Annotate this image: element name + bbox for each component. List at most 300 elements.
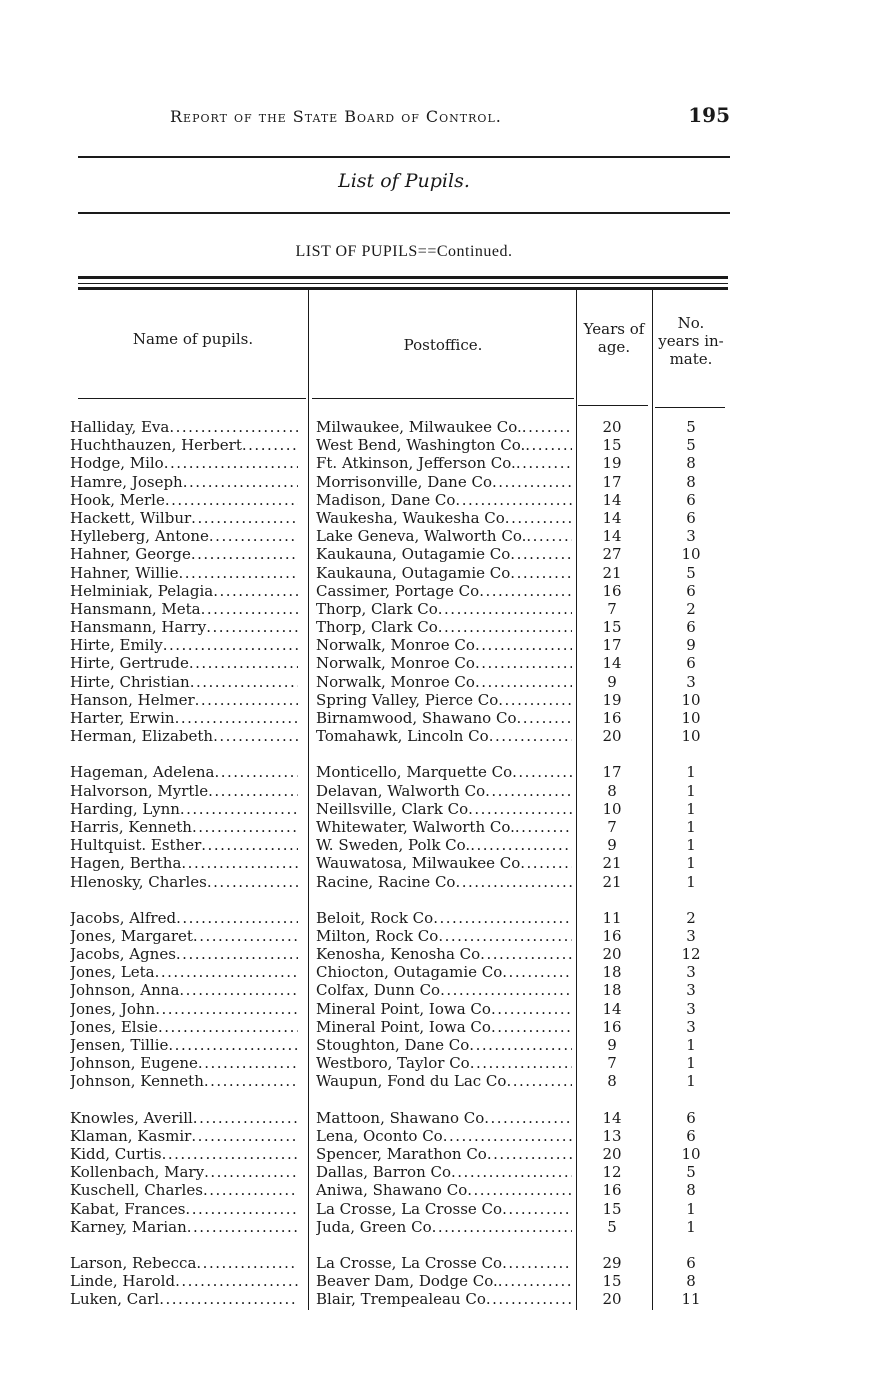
pupil-name [70, 1145, 298, 1163]
pupil-postoffice [316, 1109, 572, 1127]
pupil-name-text: Hackett, Wilbur [70, 508, 192, 527]
pupil-postoffice [316, 836, 572, 854]
pupil-years-inmate-text: 11 [681, 1290, 701, 1309]
pupil-name-text: Knowles, Averill [70, 1108, 193, 1127]
dot-leader [491, 1000, 572, 1018]
pupil-name-text: Hlenosky, Charles [70, 872, 207, 891]
pupil-name-text: Johnson, Eugene [70, 1054, 198, 1073]
dot-leader [198, 1054, 298, 1072]
pupil-age-text: 14 [602, 527, 622, 546]
pupil-postoffice [316, 691, 572, 709]
pupil-age [583, 981, 641, 999]
table-top-thin-rule [78, 283, 728, 284]
table-row [0, 564, 887, 582]
pupil-postoffice-text: Waukesha, Waukesha Co [316, 508, 505, 527]
pupil-group [0, 1109, 887, 1236]
pupil-age-text: 16 [602, 1181, 622, 1200]
pupil-postoffice-text: Kaukauna, Outagamie Co [316, 563, 511, 582]
pupil-years-inmate-text: 6 [686, 618, 696, 637]
pupil-name [70, 963, 298, 981]
pupil-years-inmate-text: 10 [681, 545, 701, 564]
pupil-name-text: Hansmann, Meta [70, 599, 201, 618]
dot-leader [512, 763, 572, 781]
pupil-years-inmate-text: 3 [686, 1017, 696, 1036]
dot-leader [242, 436, 298, 454]
pupil-postoffice-text: Wauwatosa, Milwaukee Co [316, 854, 521, 873]
pupil-name-text: Hansmann, Harry [70, 618, 207, 637]
pupil-age [583, 527, 641, 545]
table-row [0, 491, 887, 509]
pupil-years-inmate [662, 454, 720, 472]
pupil-age-text: 21 [602, 854, 622, 873]
pupil-postoffice-text: Spencer, Marathon Co [316, 1144, 487, 1163]
pupil-name [70, 1109, 298, 1127]
dot-leader [510, 545, 572, 563]
pupil-years-inmate [662, 1000, 720, 1018]
pupil-years-inmate [662, 436, 720, 454]
pupil-years-inmate [662, 1072, 720, 1090]
pupil-name-text: Klaman, Kasmir [70, 1126, 192, 1145]
header-underline-years [655, 407, 725, 408]
pupil-age-text: 13 [602, 1126, 622, 1145]
pupil-age-text: 7 [607, 817, 617, 836]
pupil-age [583, 491, 641, 509]
pupil-name [70, 600, 298, 618]
dot-leader [195, 691, 298, 709]
dot-leader [165, 491, 298, 509]
pupil-years-inmate [662, 727, 720, 745]
dot-leader [502, 963, 572, 981]
pupil-name [70, 1272, 298, 1290]
pupil-age [583, 600, 641, 618]
pupil-postoffice [316, 673, 572, 691]
pupil-years-inmate-text: 8 [686, 1272, 696, 1291]
pupil-name-text: Hirte, Christian [70, 672, 190, 691]
pupil-name-text: Larson, Rebecca [70, 1253, 197, 1272]
page-number: 195 [688, 103, 730, 127]
pupil-postoffice [316, 473, 572, 491]
pupil-age-text: 20 [602, 418, 622, 436]
pupil-years-inmate [662, 1036, 720, 1054]
pupil-postoffice-text: Birnamwood, Shawano Co [316, 709, 517, 727]
pupil-name-text: Hirte, Gertrude [70, 654, 189, 673]
table-row [0, 1000, 887, 1018]
dot-leader [486, 1290, 572, 1308]
pupil-age-text: 29 [602, 1253, 622, 1272]
pupil-age [583, 1181, 641, 1199]
dot-leader [455, 491, 572, 509]
pupil-postoffice [316, 981, 572, 999]
pupil-age [583, 1163, 641, 1181]
pupil-years-inmate-text: 2 [686, 908, 696, 927]
table-row [0, 473, 887, 491]
pupil-name-text: Halvorson, Myrtle [70, 781, 209, 800]
pupil-years-inmate-text: 8 [686, 1181, 696, 1200]
pupil-postoffice [316, 436, 572, 454]
table-top-rule-2 [78, 287, 728, 290]
pupil-years-inmate-text: 10 [681, 1144, 701, 1163]
dot-leader [176, 945, 298, 963]
pupil-postoffice-text: Chiocton, Outagamie Co [316, 963, 503, 982]
pupil-name-text: Huchthauzen, Herbert [70, 436, 242, 455]
pupil-postoffice [316, 1145, 572, 1163]
dot-leader [489, 727, 572, 745]
header-underline-postoffice [312, 398, 574, 399]
pupil-age-text: 21 [602, 563, 622, 582]
dot-leader [193, 927, 298, 945]
pupil-postoffice [316, 963, 572, 981]
pupil-name [70, 673, 298, 691]
dot-leader [438, 618, 572, 636]
pupil-name-text: Hagen, Bertha [70, 854, 182, 873]
pupil-years-inmate [662, 1218, 720, 1236]
dot-leader [451, 1163, 572, 1181]
pupil-postoffice [316, 509, 572, 527]
pupil-postoffice [316, 1127, 572, 1145]
pupil-name [70, 1254, 298, 1272]
pupil-age [583, 1272, 641, 1290]
pupil-age [583, 582, 641, 600]
pupil-age [583, 945, 641, 963]
pupil-name-text: Jacobs, Agnes [70, 945, 176, 964]
dot-leader [479, 582, 572, 600]
pupil-postoffice [316, 1272, 572, 1290]
pupil-name-text: Hirte, Emily [70, 636, 163, 655]
pupil-name [70, 1000, 298, 1018]
pupil-postoffice [316, 564, 572, 582]
dot-leader [468, 800, 572, 818]
pupil-postoffice [316, 418, 572, 436]
dot-leader [510, 564, 572, 582]
table-row [0, 436, 887, 454]
pupil-postoffice [316, 1163, 572, 1181]
pupil-age [583, 1254, 641, 1272]
table-row [0, 673, 887, 691]
dot-leader [475, 636, 572, 654]
dot-leader [183, 473, 298, 491]
pupil-age-text: 20 [602, 1144, 622, 1163]
pupil-age-text: 12 [602, 1163, 622, 1182]
pupil-age-text: 7 [607, 599, 617, 618]
pupil-name [70, 491, 298, 509]
pupil-name [70, 1290, 298, 1308]
pupil-postoffice-text: Tomahawk, Lincoln Co [316, 727, 489, 746]
pupil-postoffice-text: West Bend, Washington Co. [316, 436, 526, 455]
pupil-postoffice-text: Westboro, Taylor Co [316, 1054, 470, 1073]
pupil-name-text: Johnson, Anna [70, 981, 180, 1000]
pupil-postoffice-text: La Crosse, La Crosse Co [316, 1199, 503, 1218]
pupil-years-inmate-text: 3 [686, 527, 696, 546]
pupil-name [70, 836, 298, 854]
pupil-years-inmate [662, 945, 720, 963]
pupil-age-text: 9 [607, 1036, 617, 1054]
dot-leader [213, 727, 298, 745]
pupil-years-inmate-text: 10 [681, 727, 701, 746]
pupil-name-text: Helminiak, Pelagia [70, 581, 214, 600]
pupil-postoffice-text: Norwalk, Monroe Co [316, 654, 475, 673]
table-subheading: LIST OF PUPILS==Continued. [295, 243, 513, 260]
pupil-postoffice [316, 909, 572, 927]
pupil-postoffice [316, 1290, 572, 1308]
pupil-postoffice [316, 636, 572, 654]
pupil-years-inmate-text: 8 [686, 454, 696, 473]
dot-leader [155, 1000, 298, 1018]
pupil-years-inmate [662, 473, 720, 491]
pupil-years-inmate-text: 2 [686, 599, 696, 618]
pupil-age [583, 1072, 641, 1090]
dot-leader [491, 1018, 572, 1036]
table-row [0, 763, 887, 781]
pupil-age-text: 17 [602, 472, 622, 491]
dot-leader [525, 436, 572, 454]
pupil-postoffice-text: Thorp, Clark Co [316, 618, 438, 637]
pupil-years-inmate [662, 1200, 720, 1218]
header-rule-bottom [78, 212, 730, 214]
dot-leader [191, 509, 298, 527]
dot-leader [517, 709, 573, 727]
pupil-postoffice-text: Dallas, Barron Co [316, 1163, 452, 1182]
pupil-name-text: Kuschell, Charles [70, 1181, 203, 1200]
pupil-years-inmate-text: 10 [681, 709, 701, 727]
table-row [0, 1218, 887, 1236]
pupil-group [0, 1254, 887, 1309]
dot-leader [484, 1109, 572, 1127]
pupil-postoffice [316, 454, 572, 472]
table-row [0, 418, 887, 436]
pupil-name [70, 654, 298, 672]
pupil-postoffice-text: Milwaukee, Milwaukee Co. [316, 418, 522, 436]
dot-leader [181, 854, 298, 872]
dot-leader [158, 1018, 298, 1036]
pupil-postoffice-text: Madison, Dane Co [316, 490, 456, 509]
pupil-years-inmate-text: 1 [686, 781, 696, 800]
pupil-age [583, 1000, 641, 1018]
pupil-years-inmate [662, 1290, 720, 1308]
dot-leader [440, 981, 572, 999]
pupil-age [583, 873, 641, 891]
pupil-postoffice [316, 945, 572, 963]
pupil-age [583, 1218, 641, 1236]
dot-leader [189, 654, 298, 672]
pupil-years-inmate [662, 618, 720, 636]
pupil-years-inmate [662, 564, 720, 582]
pupil-name [70, 545, 298, 563]
table-row [0, 909, 887, 927]
pupil-name [70, 1163, 298, 1181]
dot-leader [485, 782, 572, 800]
pupil-name [70, 691, 298, 709]
pupil-name-text: Jones, Elsie [70, 1017, 158, 1036]
pupil-name [70, 1200, 298, 1218]
pupil-name-text: Harter, Erwin [70, 709, 175, 727]
pupil-postoffice-text: Colfax, Dunn Co [316, 981, 441, 1000]
pupil-group [0, 909, 887, 1091]
pupil-postoffice-text: Ft. Atkinson, Jefferson Co. [316, 454, 516, 473]
pupil-name [70, 418, 298, 436]
pupil-years-inmate [662, 1127, 720, 1145]
pupil-postoffice-text: Beloit, Rock Co [316, 908, 434, 927]
pupil-age-text: 14 [602, 508, 622, 527]
pupil-postoffice [316, 709, 572, 727]
pupil-name-text: Luken, Carl [70, 1290, 160, 1309]
pupil-years-inmate [662, 545, 720, 563]
table-row [0, 945, 887, 963]
pupil-years-inmate [662, 691, 720, 709]
dot-leader [498, 1272, 572, 1290]
dot-leader [164, 454, 298, 472]
table-row [0, 636, 887, 654]
table-row [0, 527, 887, 545]
pupil-postoffice [316, 545, 572, 563]
pupil-age [583, 1145, 641, 1163]
dot-leader [196, 1254, 298, 1272]
table-row [0, 927, 887, 945]
pupil-age-text: 14 [602, 654, 622, 673]
pupil-postoffice [316, 1218, 572, 1236]
pupil-age-text: 20 [602, 1290, 622, 1309]
pupil-postoffice-text: Delavan, Walworth Co [316, 781, 486, 800]
pupil-postoffice [316, 873, 572, 891]
pupil-age [583, 1109, 641, 1127]
pupil-name [70, 1072, 298, 1090]
pupil-postoffice-text: Monticello, Marquette Co [316, 763, 513, 782]
section-title: List of Pupils. [338, 170, 470, 192]
table-top-rule [78, 276, 728, 279]
dot-leader [213, 582, 298, 600]
dot-leader [201, 600, 298, 618]
pupil-postoffice-text: Milton, Rock Co [316, 926, 439, 945]
pupil-age-text: 18 [602, 981, 622, 1000]
pupil-age-text: 17 [602, 763, 622, 782]
dot-leader [526, 527, 572, 545]
pupil-years-inmate-text: 6 [686, 1126, 696, 1145]
pupil-postoffice-text: Juda, Green Co [316, 1217, 432, 1236]
pupil-name [70, 709, 298, 727]
dot-leader [159, 1290, 298, 1308]
dot-leader [207, 873, 298, 891]
pupil-postoffice [316, 782, 572, 800]
dot-leader [179, 564, 298, 582]
pupil-age-text: 11 [602, 908, 622, 927]
pupil-age [583, 1018, 641, 1036]
pupil-age [583, 509, 641, 527]
pupil-years-inmate [662, 1163, 720, 1181]
pupil-postoffice-text: Neillsville, Clark Co [316, 799, 469, 818]
pupil-years-inmate [662, 636, 720, 654]
pupil-postoffice-text: Aniwa, Shawano Co [316, 1181, 468, 1200]
dot-leader [169, 418, 298, 436]
pupil-name [70, 1036, 298, 1054]
pupil-age [583, 727, 641, 745]
dot-leader [204, 1163, 298, 1181]
pupil-name-text: Hahner, George [70, 545, 191, 564]
pupil-years-inmate [662, 1254, 720, 1272]
pupil-years-inmate [662, 1018, 720, 1036]
dot-leader [498, 691, 572, 709]
dot-leader [469, 1036, 572, 1054]
pupil-postoffice [316, 582, 572, 600]
pupil-years-inmate-text: 1 [686, 799, 696, 818]
pupil-age [583, 909, 641, 927]
table-row [0, 1254, 887, 1272]
pupil-age-text: 15 [602, 618, 622, 637]
pupil-years-inmate-text: 6 [686, 508, 696, 527]
table-row [0, 782, 887, 800]
pupil-age [583, 1127, 641, 1145]
pupil-age [583, 654, 641, 672]
pupil-name-text: Halliday, Eva [70, 418, 170, 436]
pupil-postoffice-text: La Crosse, La Crosse Co [316, 1253, 503, 1272]
pupil-name [70, 800, 298, 818]
pupil-years-inmate [662, 418, 720, 436]
table-row [0, 981, 887, 999]
pupil-age-text: 16 [602, 926, 622, 945]
table-row [0, 509, 887, 527]
dot-leader [168, 1036, 298, 1054]
pupil-years-inmate-text: 12 [681, 945, 701, 964]
pupil-years-inmate-text: 3 [686, 963, 696, 982]
pupil-years-inmate [662, 927, 720, 945]
pupil-years-inmate [662, 709, 720, 727]
pupil-years-inmate-text: 1 [686, 872, 696, 891]
pupil-years-inmate [662, 582, 720, 600]
pupil-age-text: 10 [602, 799, 622, 818]
pupil-name [70, 1218, 298, 1236]
pupil-age-text: 9 [607, 672, 617, 691]
pupil-name [70, 454, 298, 472]
pupil-age-text: 5 [607, 1217, 617, 1236]
column-header-years: No. years in-mate. [658, 314, 724, 368]
dot-leader [492, 473, 572, 491]
dot-leader [185, 1200, 298, 1218]
dot-leader [175, 709, 298, 727]
table-row [0, 873, 887, 891]
dot-leader [175, 1272, 298, 1290]
column-header-age: Years of age. [583, 320, 645, 356]
pupil-name [70, 618, 298, 636]
pupil-years-inmate-text: 1 [686, 1072, 696, 1091]
pupil-name [70, 527, 298, 545]
dot-leader [470, 836, 572, 854]
dot-leader [522, 418, 572, 436]
pupil-age-text: 20 [602, 945, 622, 964]
pupil-name-text: Hook, Merle [70, 490, 165, 509]
pupil-years-inmate-text: 3 [686, 999, 696, 1018]
pupil-postoffice-text: Spring Valley, Pierce Co [316, 690, 499, 709]
pupil-postoffice [316, 727, 572, 745]
pupil-name-text: Jones, Leta [70, 963, 155, 982]
pupil-age-text: 14 [602, 999, 622, 1018]
pupil-name [70, 873, 298, 891]
pupil-postoffice-text: Beaver Dam, Dodge Co. [316, 1272, 498, 1291]
pupil-postoffice-text: Norwalk, Monroe Co [316, 636, 475, 655]
pupil-years-inmate-text: 1 [686, 1054, 696, 1073]
pupil-years-inmate-text: 10 [681, 690, 701, 709]
pupil-age [583, 709, 641, 727]
pupil-years-inmate [662, 1109, 720, 1127]
pupil-years-inmate-text: 1 [686, 817, 696, 836]
pupil-age-text: 14 [602, 1108, 622, 1127]
pupil-postoffice-text: Waupun, Fond du Lac Co [316, 1072, 507, 1091]
pupil-years-inmate [662, 854, 720, 872]
pupil-years-inmate-text: 5 [686, 563, 696, 582]
pupil-age-text: 15 [602, 436, 622, 455]
pupil-age [583, 454, 641, 472]
pupil-years-inmate-text: 5 [686, 436, 696, 455]
pupil-postoffice [316, 654, 572, 672]
pupil-postoffice [316, 600, 572, 618]
dot-leader [193, 1109, 298, 1127]
